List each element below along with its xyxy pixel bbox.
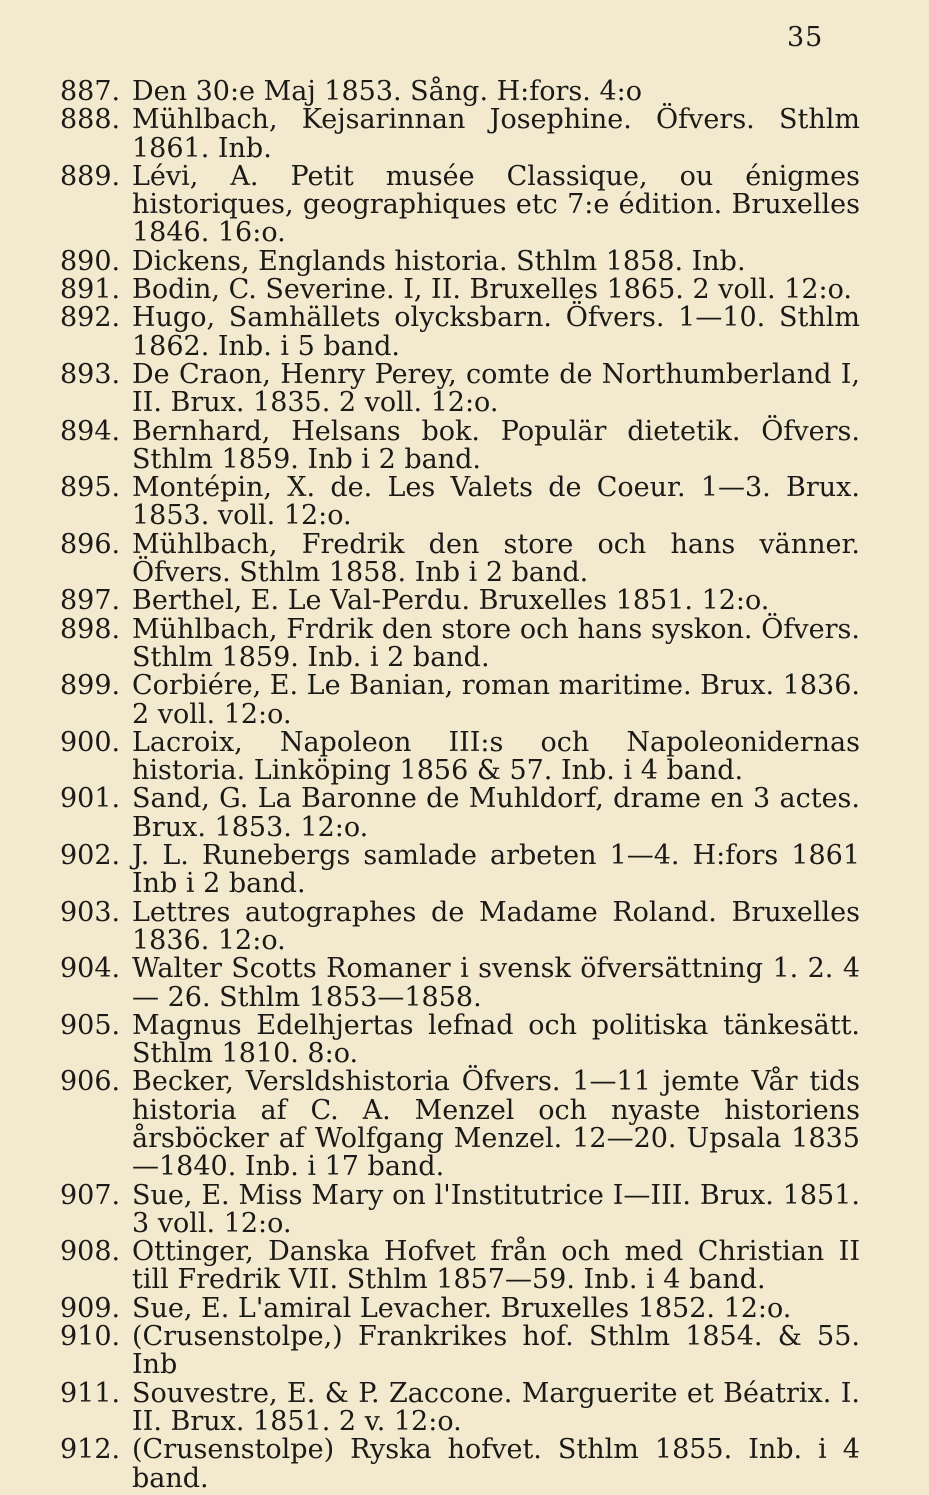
entry-number: 904. bbox=[60, 953, 121, 985]
entry-text: Montépin, X. de. Les Valets de Coeur. 1—3. Brux. 1853. voll. 12:o. bbox=[132, 472, 860, 532]
catalog-entry bbox=[60, 785, 860, 842]
catalog-entry bbox=[60, 1238, 860, 1295]
catalog-entry bbox=[60, 842, 860, 899]
entry-number: 907. bbox=[60, 1179, 121, 1211]
entry-text: Mühlbach, Fredrik den store och hans vänner. Öfvers. Sthlm 1858. Inb i 2 band. bbox=[132, 528, 860, 589]
entry-text: (Crusenstolpe) Ryska hofvet. Sthlm 1855. Inb. i 4 band. bbox=[132, 1434, 860, 1494]
catalog-entry bbox=[60, 415, 860, 475]
entry-text: Bernhard, Helsans bok. Populär dietetik. Öfvers. Sthlm 1859. Inb i 2 band. bbox=[132, 415, 860, 475]
entry-text: Dickens, Englands historia. Sthlm 1858. Inb. bbox=[132, 245, 746, 277]
catalog-entry bbox=[60, 896, 860, 956]
catalog-entry bbox=[60, 726, 860, 787]
catalog-entry bbox=[60, 276, 860, 304]
catalog-entry bbox=[60, 613, 860, 673]
entry-number: 899. bbox=[60, 670, 121, 702]
entry-text: Sue, E. Miss Mary on l'Institutrice I—III. Brux. 1851. 3 voll. 12:o. bbox=[132, 1179, 860, 1239]
entry-text: Bodin, C. Severine. I, II. Bruxelles 1865. 2 voll. 12:o. bbox=[132, 274, 852, 306]
entry-number: 889. bbox=[60, 160, 121, 192]
entry-text: Berthel, E. Le Val-Perdu. Bruxelles 1851. 12:o. bbox=[132, 585, 770, 617]
entry-number: 905. bbox=[60, 1009, 121, 1041]
catalog-entry bbox=[60, 106, 860, 163]
entry-text: Lacroix, Napoleon III:s och Napoleonidernas historia. Linköping 1856 & 57. Inb. i 4 band. bbox=[132, 726, 860, 787]
catalog-list bbox=[60, 78, 860, 1493]
catalog-entry bbox=[60, 1377, 860, 1437]
entry-number: 912. bbox=[60, 1434, 121, 1466]
entry-number: 887. bbox=[60, 76, 121, 107]
entry-number: 893. bbox=[60, 358, 121, 390]
entry-number: 895. bbox=[60, 472, 121, 504]
entry-number: 898. bbox=[60, 613, 121, 645]
entry-text: Hugo, Samhällets olycksbarn. Öfvers. 1—10. Sthlm 1862. Inb. i 5 band. bbox=[132, 302, 860, 362]
entry-text: Lévi, A. Petit musée Classique, ou énigmes historiques, geographiques etc 7:e édition. Bruxelles 1846. 16:o. bbox=[132, 160, 860, 249]
catalog-entry bbox=[60, 1292, 860, 1324]
entry-text: Souvestre, E. & P. Zaccone. Marguerite et Béatrix. I. II. Brux. 1851. 2 v. 12:o. bbox=[132, 1377, 860, 1437]
entry-number: 902. bbox=[60, 840, 121, 872]
entry-text: Sue, E. L'amiral Levacher. Bruxelles 1852. 12:o. bbox=[132, 1292, 792, 1324]
catalog-entry bbox=[60, 1068, 860, 1181]
catalog-entry bbox=[60, 587, 860, 615]
page-number: 35 bbox=[787, 22, 824, 53]
entry-text: Ottinger, Danska Hofvet från och med Christian II till Fredrik VII. Sthlm 1857—59. Inb. i 4 band. bbox=[132, 1236, 860, 1296]
entry-number: 901. bbox=[60, 783, 121, 815]
entry-text: Lettres autographes de Madame Roland. Bruxelles 1836. 12:o. bbox=[132, 896, 860, 956]
catalog-entry bbox=[60, 672, 860, 729]
entry-number: 900. bbox=[60, 726, 121, 758]
catalog-entry bbox=[60, 1179, 860, 1239]
entry-text: Becker, Versldshistoria Öfvers. 1—11 jemte Vår tids historia af C. A. Menzel och nyaste historiens årsböcker af Wolfgang Menzel. 12—20. Upsala 1835—1840. Inb. i 17 band. bbox=[132, 1066, 860, 1183]
entry-number: 910. bbox=[60, 1321, 121, 1353]
entry-number: 903. bbox=[60, 896, 121, 928]
entry-text: (Crusenstolpe,) Frankrikes hof. Sthlm 1854. & 55. Inb bbox=[132, 1321, 860, 1381]
entry-number: 897. bbox=[60, 585, 121, 617]
catalog-entry bbox=[60, 160, 860, 249]
entry-text: Den 30:e Maj 1853. Sång. H:fors. 4:o bbox=[132, 76, 642, 107]
entry-number: 911. bbox=[60, 1377, 121, 1409]
entry-text: De Craon, Henry Perey, comte de Northumberland I, II. Brux. 1835. 2 voll. 12:o. bbox=[132, 358, 860, 419]
entry-text: J. L. Runebergs samlade arbeten 1—4. H:fors 1861 Inb i 2 band. bbox=[132, 840, 860, 900]
entry-text: Mühlbach, Kejsarinnan Josephine. Öfvers. Sthlm 1861. Inb. bbox=[132, 104, 860, 164]
entry-number: 896. bbox=[60, 528, 121, 560]
catalog-entry bbox=[60, 78, 860, 106]
entry-number: 888. bbox=[60, 104, 121, 136]
catalog-entry bbox=[60, 245, 860, 277]
catalog-entry bbox=[60, 358, 860, 419]
catalog-entry bbox=[60, 1323, 860, 1380]
entry-number: 906. bbox=[60, 1066, 121, 1098]
entry-text: Corbiére, E. Le Banian, roman maritime. Brux. 1836. 2 voll. 12:o. bbox=[132, 670, 860, 730]
entry-text: Sand, G. La Baronne de Muhldorf, drame en 3 actes. Brux. 1853. 12:o. bbox=[132, 783, 860, 843]
catalog-entry bbox=[60, 1009, 860, 1070]
entry-number: 908. bbox=[60, 1236, 121, 1268]
catalog-entry bbox=[60, 1436, 860, 1493]
entry-text: Magnus Edelhjertas lefnad och politiska tänkesätt. Sthlm 1810. 8:o. bbox=[132, 1009, 860, 1070]
entry-number: 891. bbox=[60, 274, 121, 306]
entry-text: Walter Scotts Romaner i svensk öfversättning 1. 2. 4— 26. Sthlm 1853—1858. bbox=[132, 953, 860, 1013]
entry-number: 909. bbox=[60, 1292, 121, 1324]
entry-text: Mühlbach, Frdrik den store och hans syskon. Öfvers. Sthlm 1859. Inb. i 2 band. bbox=[132, 613, 860, 673]
catalog-entry bbox=[60, 955, 860, 1012]
entry-number: 894. bbox=[60, 415, 121, 447]
entry-number: 890. bbox=[60, 245, 121, 277]
catalog-entry bbox=[60, 528, 860, 589]
catalog-entry bbox=[60, 474, 860, 531]
catalog-entry bbox=[60, 304, 860, 361]
entry-number: 892. bbox=[60, 302, 121, 334]
